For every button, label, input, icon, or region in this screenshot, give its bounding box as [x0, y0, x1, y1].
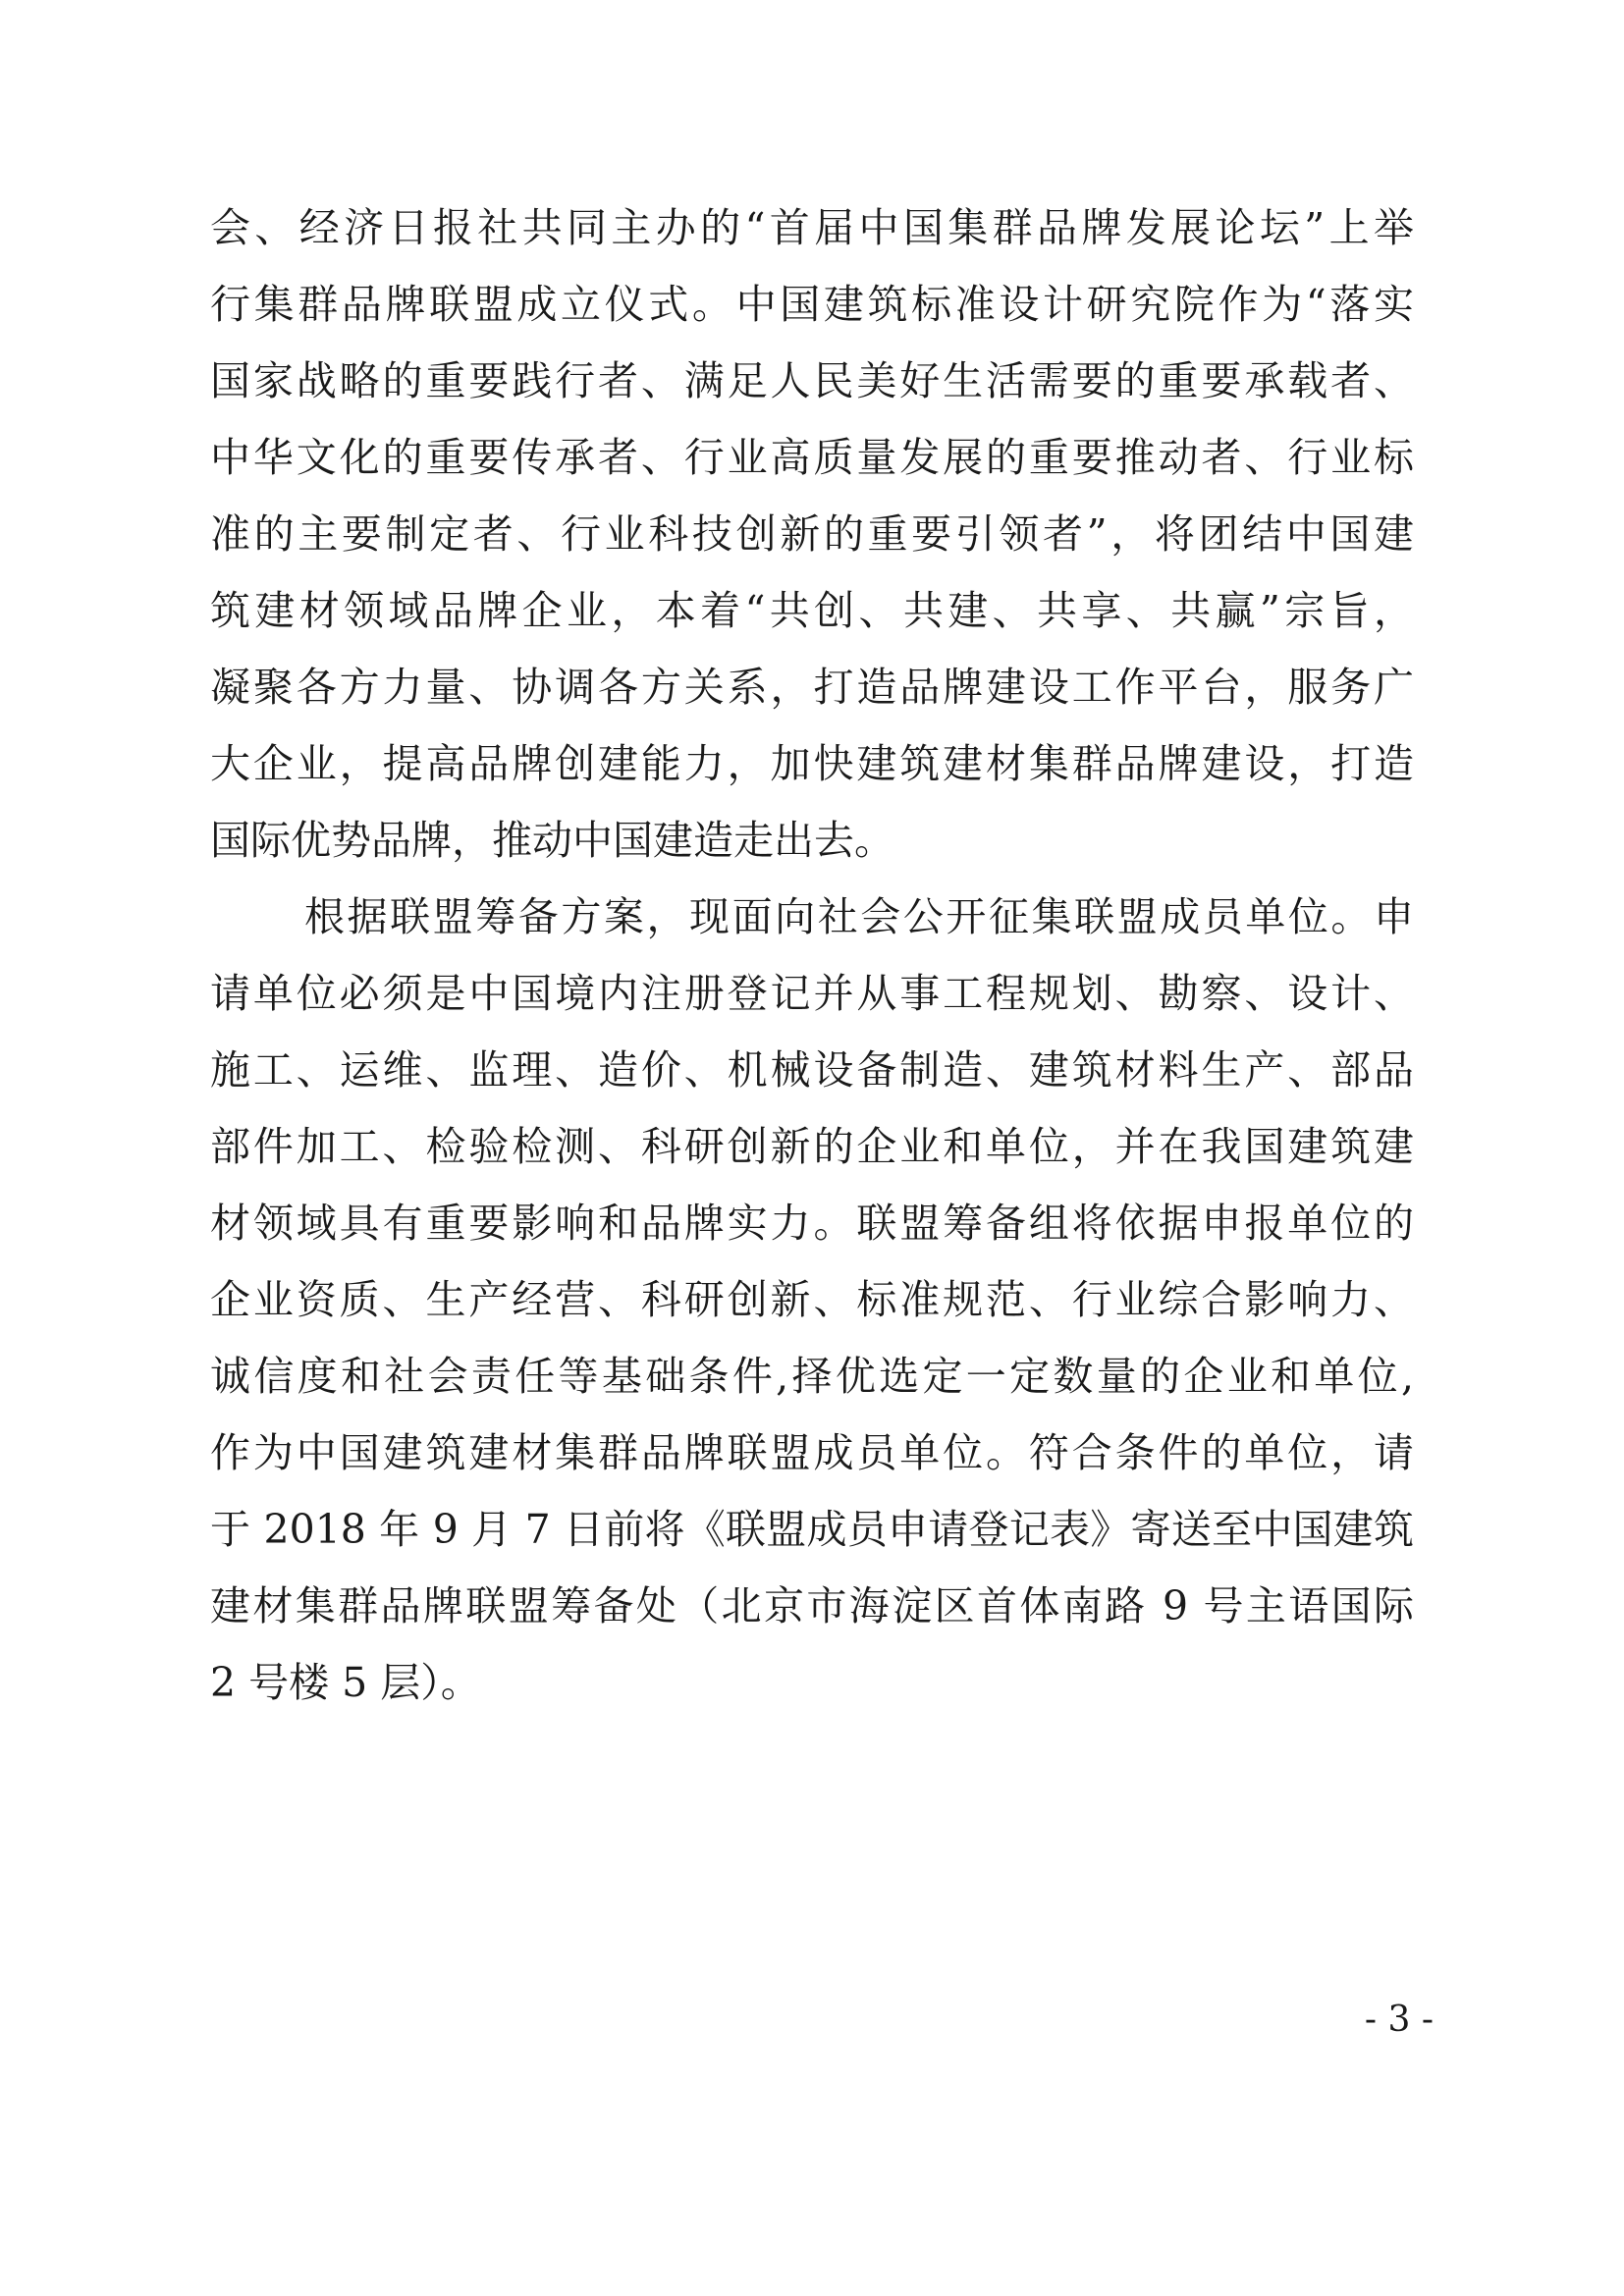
paragraph-1-line-3: 国家战略的重要践行者、满足人民美好生活需要的重要承载者、: [210, 357, 1414, 404]
paragraph-1-line-4: 中华文化的重要传承者、行业高质量发展的重要推动者、行业标: [210, 434, 1414, 481]
paragraph-2-line-6: 企业资质、生产经营、科研创新、标准规范、行业综合影响力、: [210, 1276, 1414, 1323]
paragraph-2-line-1: 根据联盟筹备方案，现面向社会公开征集联盟成员单位。申: [304, 893, 1414, 940]
paragraph-1-line-8: 大企业，提高品牌创建能力，加快建筑建材集群品牌建设，打造: [210, 740, 1414, 787]
paragraph-2-line-2: 请单位必须是中国境内注册登记并从事工程规划、勘察、设计、: [210, 970, 1414, 1017]
paragraph-2-line-5: 材领域具有重要影响和品牌实力。联盟筹备组将依据申报单位的: [210, 1200, 1414, 1247]
paragraph-2-line-4: 部件加工、检验检测、科研创新的企业和单位，并在我国建筑建: [210, 1123, 1414, 1170]
paragraph-2-line-10: 建材集群品牌联盟筹备处（北京市海淀区首体南路 9 号主语国际: [210, 1582, 1414, 1629]
paragraph-1-line-9: 国际优势品牌，推动中国建造走出去。: [210, 817, 894, 864]
paragraph-2-line-8: 作为中国建筑建材集群品牌联盟成员单位。符合条件的单位，请: [210, 1429, 1414, 1476]
paragraph-1-line-7: 凝聚各方力量、协调各方关系，打造品牌建设工作平台，服务广: [210, 664, 1414, 711]
paragraph-2-line-3: 施工、运维、监理、造价、机械设备制造、建筑材料生产、部品: [210, 1046, 1414, 1094]
paragraph-1-line-6: 筑建材领域品牌企业，本着“共创、共建、共享、共赢”宗旨，: [210, 587, 1414, 634]
paragraph-2-line-9: 于 2018 年 9 月 7 日前将《联盟成员申请登记表》寄送至中国建筑: [210, 1506, 1414, 1553]
page-number: - 3 -: [1364, 2000, 1434, 2040]
paragraph-2-line-7: 诚信度和社会责任等基础条件,择优选定一定数量的企业和单位,: [210, 1353, 1414, 1400]
paragraph-2-line-11: 2 号楼 5 层）。: [210, 1659, 481, 1706]
paragraph-1-line-5: 准的主要制定者、行业科技创新的重要引领者”，将团结中国建: [210, 510, 1414, 558]
paragraph-1-line-1: 会、经济日报社共同主办的“首届中国集群品牌发展论坛”上举: [210, 204, 1414, 251]
paragraph-1-line-2: 行集群品牌联盟成立仪式。中国建筑标准设计研究院作为“落实: [210, 281, 1414, 328]
